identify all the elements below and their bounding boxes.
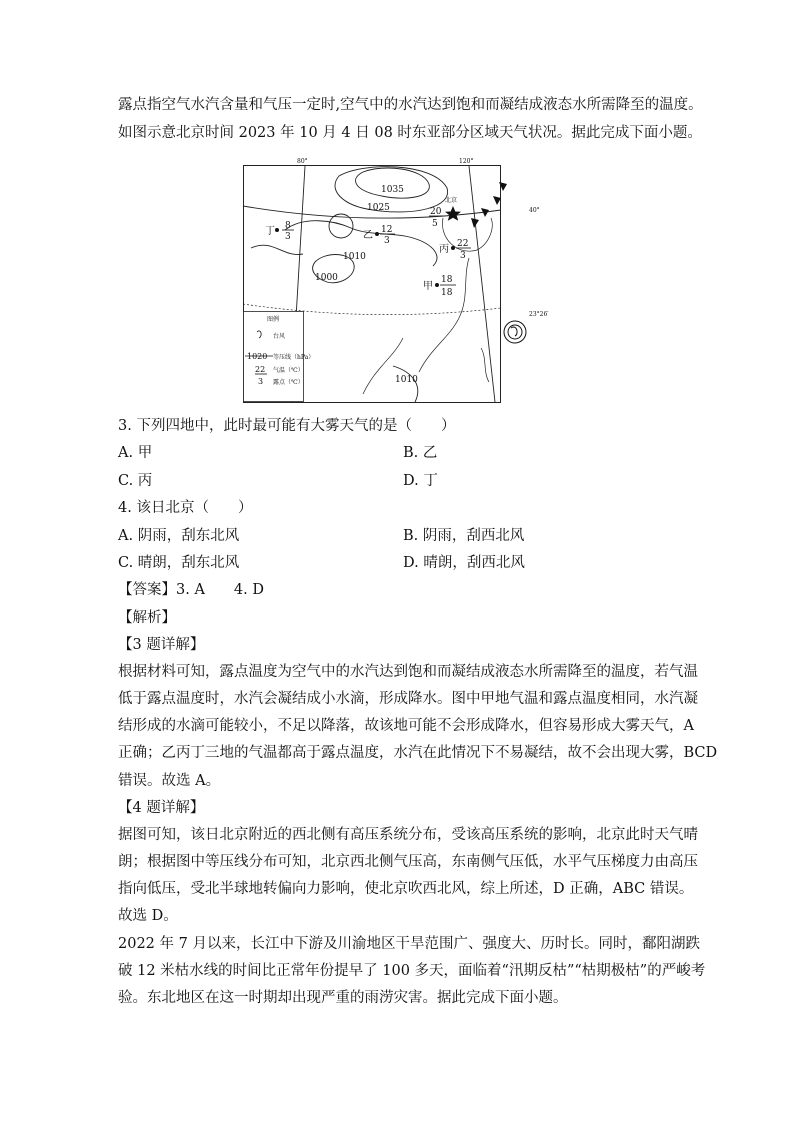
q3-detail-line-4: 正确；乙丙丁三地的气温都高于露点温度，水汽在此情况下不易凝结，故不会出现大雾，BCD <box>118 745 718 761</box>
q4-option-c[interactable]: C. 晴朗，刮东北风 <box>118 555 240 571</box>
next-material-line-3: 验。东北地区在这一时期却出现严重的雨涝灾害。据此完成下面小题。 <box>118 990 568 1006</box>
jia-name: 甲 <box>423 281 433 292</box>
isobar-1025-label: 1025 <box>367 203 390 213</box>
legend-dew-value: 3 <box>258 377 264 386</box>
yi-dew: 3 <box>384 236 390 246</box>
intro-line-2: 如图示意北京时间 2023 年 10 月 4 日 08 时东亚部分区域天气状况。据此完成下面小题。 <box>118 125 702 141</box>
beijing-label: 北京 <box>445 197 458 204</box>
lat-tropic-label: 23°26′ <box>529 311 549 318</box>
q3-option-b[interactable]: B. 乙 <box>403 445 438 461</box>
q4-detail-line-4: 故选 D。 <box>118 908 178 924</box>
legend-isobar-value: 1020 <box>247 352 268 361</box>
legend-title: 图例 <box>267 316 280 323</box>
legend-temp-label: 气温（℃） <box>273 367 304 374</box>
q4-detail-line-3: 指向低压，受北半球地转偏向力影响，使北京吹西北风，综上所述，D 正确，ABC 错误。 <box>118 881 694 897</box>
isobar-1035-label: 1035 <box>381 185 404 195</box>
q3-detail-line-5: 错误。故选 A。 <box>118 773 221 789</box>
yi-name: 乙 <box>363 230 373 241</box>
bing-dew: 3 <box>460 251 466 261</box>
q4-detail-line-1: 据图可知，该日北京附近的西北侧有高压系统分布，受该高压系统的影响，北京此时天气晴 <box>118 827 698 843</box>
jia-dew: 18 <box>441 288 453 298</box>
legend-isobar-label: 等压线（hPa） <box>273 354 315 361</box>
next-material-line-2: 破 12 米枯水线的时间比正常年份提早了 100 多天，面临着“汛期反枯”“枯期极枯”的严峻考 <box>118 963 706 979</box>
lon-120-label: 120° <box>459 158 474 165</box>
beijing-dew: 5 <box>432 219 438 229</box>
q3-detail-line-1: 根据材料可知，露点温度为空气中的水汽达到饱和而凝结成液态水所需降至的温度，若气温 <box>118 664 698 680</box>
q4-option-a[interactable]: A. 阴雨，刮东北风 <box>118 528 240 544</box>
weather-map <box>243 158 549 404</box>
q4-option-d[interactable]: D. 晴朗，刮西北风 <box>403 555 525 571</box>
ding-name: 丁 <box>265 226 275 237</box>
bing-temp: 22 <box>457 239 469 249</box>
typhoon-icon <box>504 321 526 343</box>
station-bing-dot <box>451 246 455 250</box>
isobar-1010-label: 1010 <box>343 252 366 262</box>
station-jia-dot <box>435 283 439 287</box>
intro-line-1: 露点指空气水汽含量和气压一定时,空气中的水汽达到饱和而凝结成液态水所需降至的温度。 <box>118 97 703 113</box>
lon-80-label: 80° <box>297 158 308 165</box>
legend-typhoon-label: 台风 <box>273 333 286 340</box>
q3-stem: 3. 下列四地中，此时最可能有大雾天气的是（ ） <box>118 418 456 434</box>
isobar-1010-b-label: 1010 <box>395 375 418 385</box>
q3-detail-title: 【3 题详解】 <box>118 637 205 653</box>
analysis-title: 【解析】 <box>118 610 176 626</box>
station-yi-dot <box>375 232 379 236</box>
beijing-temp: 20 <box>430 207 442 217</box>
q3-option-d[interactable]: D. 丁 <box>403 473 438 489</box>
ding-dew: 3 <box>285 232 291 242</box>
bing-name: 丙 <box>439 244 449 255</box>
yi-temp: 12 <box>381 225 393 235</box>
q4-detail-title: 【4 题详解】 <box>118 800 205 816</box>
q4-option-b[interactable]: B. 阴雨，刮西北风 <box>403 528 525 544</box>
ding-temp: 8 <box>285 221 291 231</box>
q4-detail-line-2: 朗；根据图中等压线分布可知，北京西北侧气压高，东南侧气压低，水平气压梯度力由高压 <box>118 854 698 870</box>
q3-detail-line-2: 低于露点温度时，水汽会凝结成小水滴，形成降水。图中甲地气温和露点温度相同，水汽凝 <box>118 691 698 707</box>
isobar-1000-label: 1000 <box>315 273 338 283</box>
next-material-line-1: 2022 年 7 月以来，长江中下游及川渝地区干旱范围广、强度大、历时长。同时，鄱阳湖跌 <box>118 936 700 952</box>
q3-detail-line-3: 结形成的水滴可能较小，不足以降落，故该地可能不会形成降水，但容易形成大雾天气，A <box>118 718 694 734</box>
answer-line: 【答案】3. A 4. D <box>118 582 264 598</box>
q4-stem: 4. 该日北京（ ） <box>118 500 253 516</box>
legend-dew-label: 露点（℃） <box>273 379 304 386</box>
jia-temp: 18 <box>441 275 453 285</box>
q3-option-a[interactable]: A. 甲 <box>118 445 153 461</box>
legend-temp-value: 22 <box>255 365 266 374</box>
station-ding-dot <box>275 228 279 232</box>
q3-option-c[interactable]: C. 丙 <box>118 473 153 489</box>
lat-40-label: 40° <box>529 207 540 214</box>
